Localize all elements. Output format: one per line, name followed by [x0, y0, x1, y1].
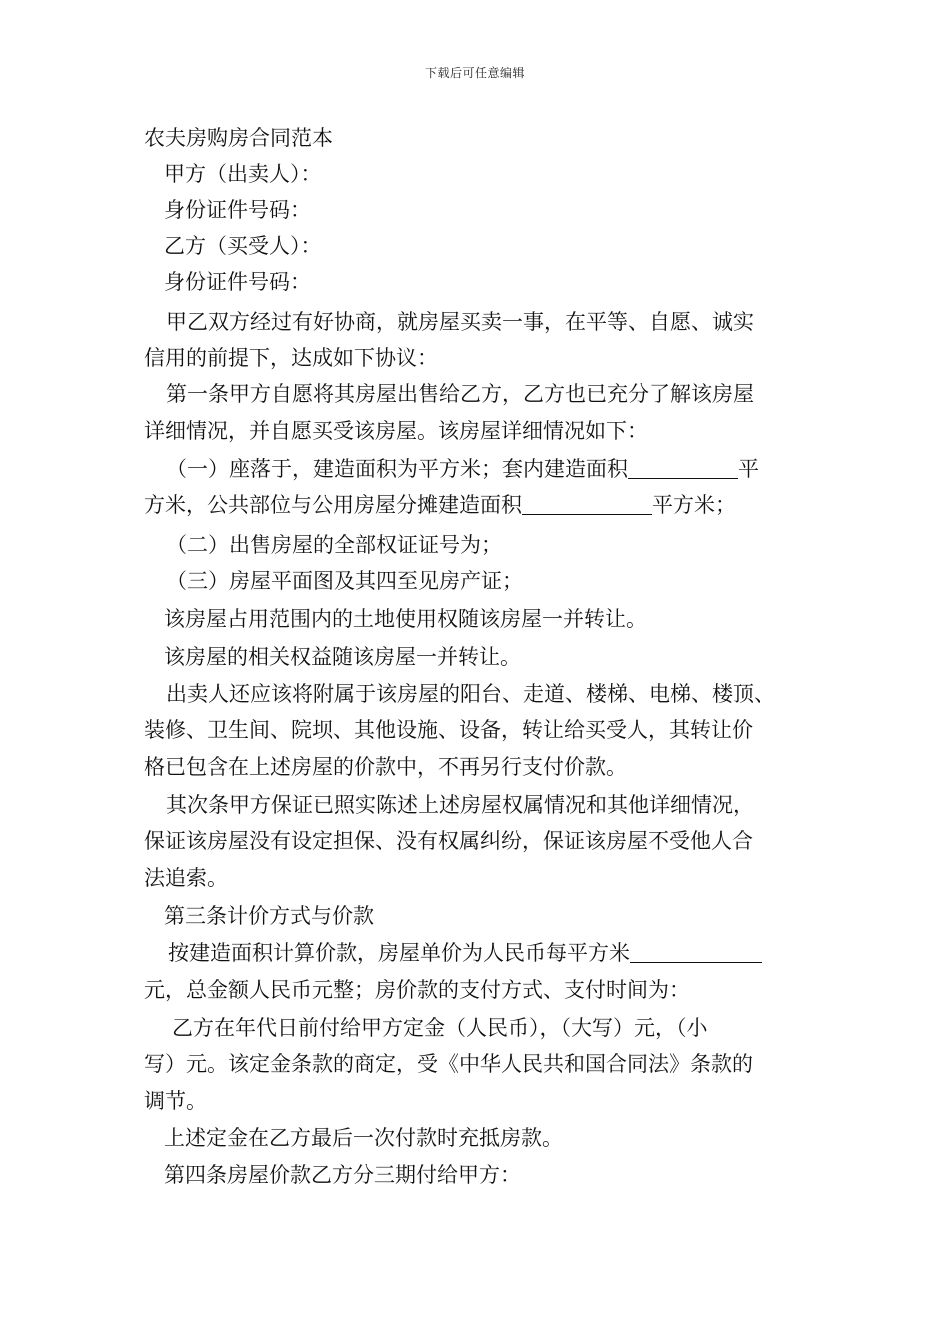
paragraph-line: （二）出售房屋的全部权证证号为；	[166, 533, 502, 557]
paragraph-line	[168, 940, 762, 966]
paragraph-line: 信用的前提下，达成如下协议：	[144, 346, 438, 370]
paragraph-line: 调节。	[144, 1089, 207, 1113]
section-heading: 第四条房屋价款乙方分三期付给甲方：	[164, 1163, 521, 1187]
paragraph-line: 其次条甲方保证已照实陈述上述房屋权属情况和其他详细情况，	[166, 793, 754, 817]
party-a-line: 甲方（出卖人）：	[164, 162, 322, 186]
fill-in-blank[interactable]	[628, 456, 738, 479]
party-b-line: 乙方（买受人）：	[164, 234, 322, 258]
section-heading: 第三条计价方式与价款	[164, 904, 374, 928]
paragraph-line: （三）房屋平面图及其四至见房产证；	[166, 569, 523, 593]
text-segment: 平方米；	[652, 493, 736, 517]
paragraph-line	[144, 492, 736, 518]
paragraph-line	[166, 456, 759, 482]
paragraph-line: 第一条甲方自愿将其房屋出售给乙方，乙方也已充分了解该房屋	[166, 382, 754, 406]
paragraph-line: 保证该房屋没有设定担保、没有权属纠纷，保证该房屋不受他人合	[144, 829, 753, 853]
paragraph-line: 详细情况，并自愿买受该房屋。该房屋详细情况如下：	[144, 419, 648, 443]
paragraph-line: 写）元。该定金条款的商定，受《中华人民共和国合同法》条款的	[144, 1052, 753, 1076]
text-segment: 平	[738, 457, 759, 481]
party-b-id-line: 身份证件号码：	[164, 270, 311, 294]
party-a-id-line: 身份证件号码：	[164, 198, 311, 222]
fill-in-blank[interactable]	[522, 492, 652, 515]
paragraph-line: 出卖人还应该将附属于该房屋的阳台、走道、楼梯、电梯、楼顶、	[166, 682, 775, 706]
text-segment: 方米，公共部位与公用房屋分摊建造面积	[144, 493, 522, 517]
paragraph-line: 上述定金在乙方最后一次付款时充抵房款。	[164, 1126, 563, 1150]
paragraph-line: 乙方在年代日前付给甲方定金（人民币），（大写）元，（小	[172, 1016, 708, 1040]
paragraph-line: 甲乙双方经过有好协商，就房屋买卖一事，在平等、自愿、诚实	[166, 310, 754, 334]
paragraph-line: 格已包含在上述房屋的价款中，不再另行支付价款。	[144, 755, 627, 779]
paragraph-line: 该房屋占用范围内的土地使用权随该房屋一并转让。	[164, 607, 647, 631]
paragraph-line: 装修、卫生间、院坝、其他设施、设备，转让给买受人，其转让价	[144, 718, 753, 742]
paragraph-line: 元，总金额人民币元整；房价款的支付方式、支付时间为：	[144, 978, 690, 1002]
page-header: 下载后可任意编辑	[424, 66, 525, 80]
paragraph-line: 该房屋的相关权益随该房屋一并转让。	[164, 645, 521, 669]
text-segment: （一）座落于，建造面积为平方米；套内建造面积	[166, 457, 628, 481]
fill-in-blank[interactable]	[630, 940, 762, 963]
text-segment: 按建造面积计算价款，房屋单价为人民币每平方米	[168, 941, 630, 965]
document-title: 农夫房购房合同范本	[144, 126, 333, 150]
paragraph-line: 法追索。	[144, 866, 228, 890]
